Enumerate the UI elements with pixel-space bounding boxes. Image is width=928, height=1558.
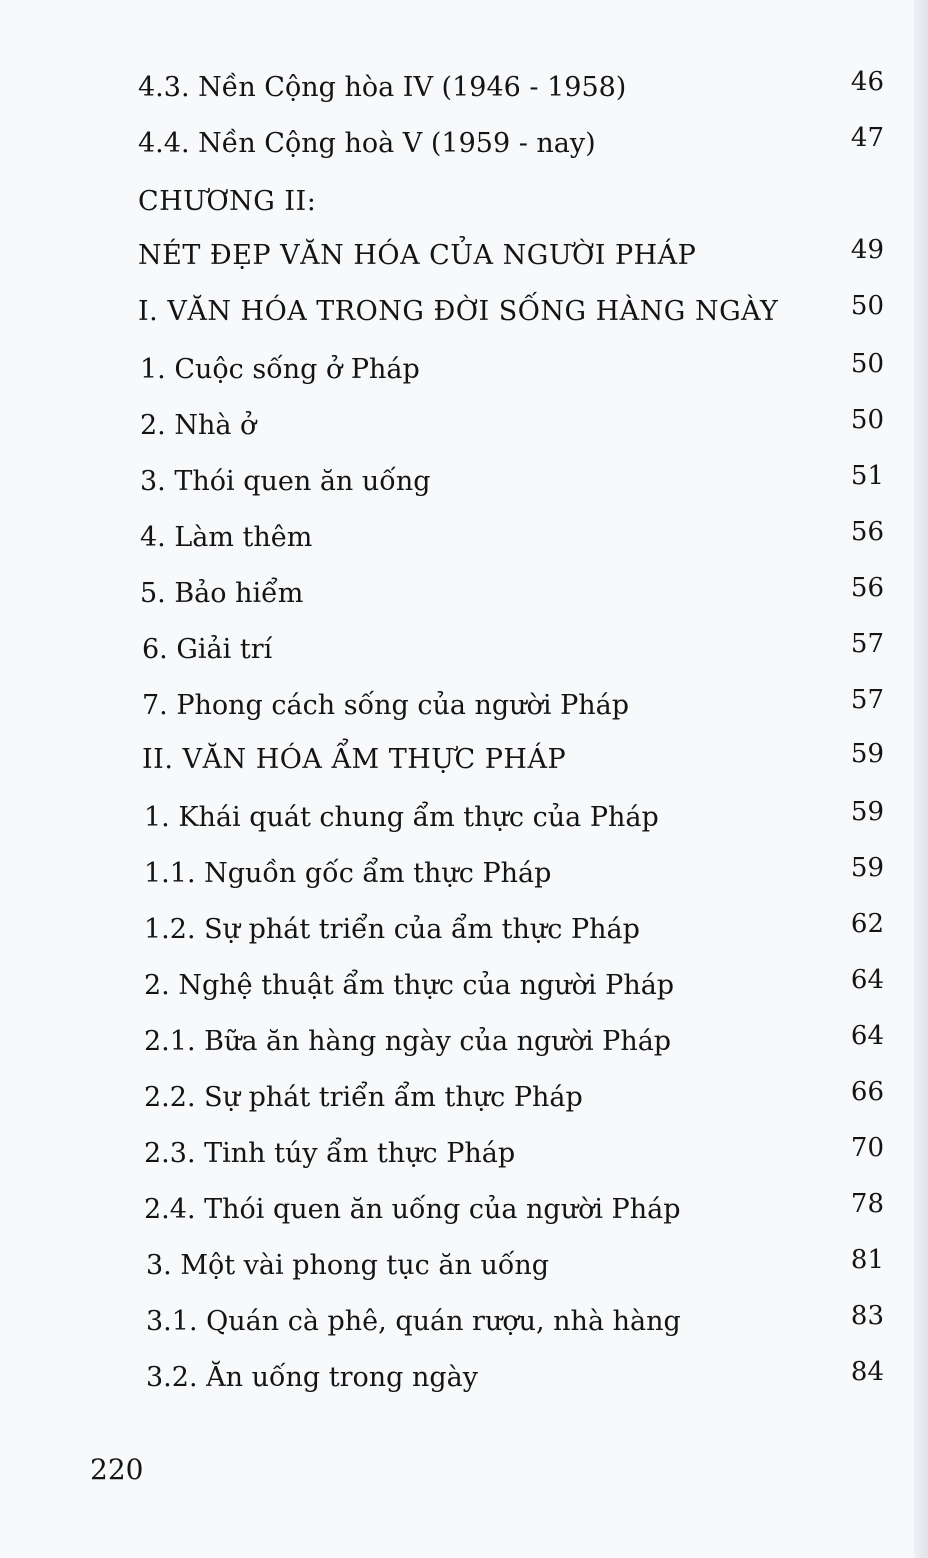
toc-entry-page: 51 — [850, 461, 884, 491]
toc-entry-title: 1. Khái quát chung ẩm thực của Pháp — [144, 802, 659, 833]
toc-entry — [0, 405, 928, 464]
toc-entry — [0, 739, 928, 798]
toc-entry — [0, 685, 928, 744]
toc-entry-title: 4.4. Nền Cộng hoà V (1959 - nay) — [138, 128, 596, 159]
toc-entry — [0, 291, 928, 350]
toc-entry-title: 2.1. Bữa ăn hàng ngày của người Pháp — [144, 1026, 672, 1057]
toc-entry-page: 50 — [850, 349, 884, 379]
toc-entry — [0, 853, 928, 912]
toc-entry-title: 5. Bảo hiểm — [140, 578, 304, 609]
toc-entry-page: 83 — [850, 1301, 884, 1331]
toc-entry — [0, 1133, 928, 1192]
toc-entry-title: 4.3. Nền Cộng hòa IV (1946 - 1958) — [138, 72, 627, 103]
toc-entry-page: 50 — [850, 291, 884, 321]
toc-entry-page: 56 — [850, 573, 884, 603]
toc-section-title: I. VĂN HÓA TRONG ĐỜI SỐNG HÀNG NGÀY — [138, 296, 779, 327]
toc-entry-page: 57 — [850, 629, 884, 659]
toc-entry-title: 3. Thói quen ăn uống — [140, 466, 431, 497]
toc-entry-page: 70 — [850, 1133, 884, 1163]
toc-section-title: II. VĂN HÓA ẨM THỰC PHÁP — [142, 744, 567, 775]
toc-entry-page: 59 — [850, 797, 884, 827]
toc-entry-page: 57 — [850, 685, 884, 715]
toc-entry-title: 2.3. Tinh túy ẩm thực Pháp — [144, 1138, 516, 1169]
toc-entry — [0, 1245, 928, 1304]
toc-entry-title: 1. Cuộc sống ở Pháp — [140, 354, 420, 385]
toc-entry-title: 3.1. Quán cà phê, quán rượu, nhà hàng — [146, 1306, 681, 1337]
toc-entry-title: 3. Một vài phong tục ăn uống — [146, 1250, 550, 1281]
toc-entry-page: 59 — [850, 739, 884, 769]
toc-entry — [0, 123, 928, 182]
toc-entry-page: 50 — [850, 405, 884, 435]
page-number: 220 — [90, 1453, 144, 1486]
toc-entry — [0, 349, 928, 408]
toc-entry-page: 47 — [850, 123, 884, 153]
toc-chapter-title: NÉT ĐẸP VĂN HÓA CỦA NGƯỜI PHÁP — [138, 240, 697, 271]
toc-entry — [0, 965, 928, 1024]
toc-entry — [0, 235, 928, 294]
toc-entry — [0, 1189, 928, 1248]
toc-entry-page: 59 — [850, 853, 884, 883]
toc-entry-page: 66 — [850, 1077, 884, 1107]
toc-entry — [0, 67, 928, 126]
toc-entry — [0, 1301, 928, 1360]
toc-entry — [0, 1077, 928, 1136]
toc-entry-page: 81 — [850, 1245, 884, 1275]
toc-entry-title: 2.4. Thói quen ăn uống của người Pháp — [144, 1194, 681, 1225]
toc-entry-title: 4. Làm thêm — [140, 522, 313, 553]
toc-entry-title: 2. Nhà ở — [140, 410, 257, 441]
toc-entry-page: 78 — [850, 1189, 884, 1219]
toc-entry — [0, 517, 928, 576]
toc-entry — [0, 573, 928, 632]
toc-chapter-label: CHƯƠNG II: — [138, 186, 317, 217]
toc-entry-page: 64 — [850, 1021, 884, 1051]
toc-entry-title: 2. Nghệ thuật ẩm thực của người Pháp — [144, 970, 675, 1001]
toc-entry-page: 64 — [850, 965, 884, 995]
toc-entry-title: 7. Phong cách sống của người Pháp — [142, 690, 630, 721]
toc-entry-page: 46 — [850, 67, 884, 97]
toc-entry — [0, 629, 928, 688]
toc-entry — [0, 1021, 928, 1080]
toc-entry-title: 1.1. Nguồn gốc ẩm thực Pháp — [144, 858, 552, 889]
toc-entry — [0, 461, 928, 520]
toc-entry-page: 84 — [850, 1357, 884, 1387]
toc-entry-title: 2.2. Sự phát triển ẩm thực Pháp — [144, 1082, 583, 1113]
toc-entry-page: 49 — [850, 235, 884, 265]
toc-entry — [0, 1357, 928, 1416]
toc-entry — [0, 909, 928, 968]
toc-entry-title: 3.2. Ăn uống trong ngày — [146, 1362, 479, 1393]
toc-entry — [0, 184, 928, 240]
toc-entry-page: 56 — [850, 517, 884, 547]
toc-entry-page: 62 — [850, 909, 884, 939]
toc-entry-title: 1.2. Sự phát triển của ẩm thực Pháp — [144, 914, 640, 945]
toc-entry — [0, 797, 928, 856]
toc-entry-title: 6. Giải trí — [142, 634, 273, 665]
